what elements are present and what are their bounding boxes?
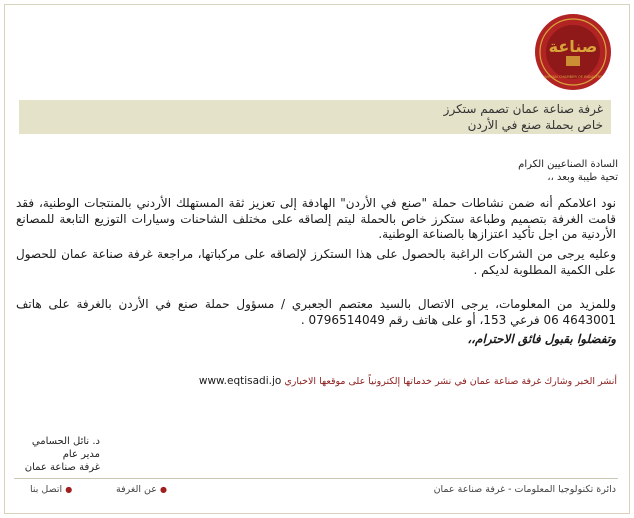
body-paragraph-2: وعليه يرجى من الشركات الراغبة بالحصول على هذا الستكرز لإلصاقه على مركباتها، مراجعة غرفة صناعة عمان للحصول على الكمية المطلوبة لديكم . [16,247,616,277]
bullet-icon: ● [65,485,73,494]
about-link-label[interactable]: عن الغرفة [116,484,157,495]
salutation-line: السادة الصناعيين الكرام [518,159,618,170]
headline-banner [19,100,611,134]
footer-department: دائرة تكنولوجيا المعلومات - غرفة صناعة عمان [433,484,616,495]
headline-title: غرفة صناعة عمان تصمم ستكرز [443,102,603,116]
headline-subtitle: خاص بحملة صنع في الأردن [467,118,603,132]
share-promo [199,375,617,387]
logo-text-ar: صناعة [548,37,598,56]
footer-about-link[interactable] [116,484,167,495]
contact-link-label[interactable]: اتصل بنا [30,484,63,495]
body-paragraph-3: وللمزيد من المعلومات، يرجى الاتصال بالسيد معتصم الجعبري / مسؤول حملة صنع في الأردن بالغرفة على هاتف 4643001 06 فرعي 153، أو على هاتف رقم 0796514049 . [16,297,616,327]
signature-org: غرفة صناعة عمان [24,462,100,473]
share-promo-text: أنشر الخبر وشارك غرفة صناعة عمان في نشر خدماتها إلكترونياً على موقعها الاخباري [284,376,617,387]
body-paragraph-1: نود اعلامكم أنه ضمن نشاطات حملة "صنع في الأردن" الهادفة إلى تعزيز ثقة المستهلك الأردني بالمنتجات الوطنية، فقد قامت الغرفة بتصميم وطباعة ستكرز خاص بالحملة ليتم إلصاقه على مختلف الشاحنات وسيارات التوزيع التابعة للمصانع الأردنية من اجل تأكيد اعتزازها بالصناعة الوطنية. [16,196,616,241]
site-link[interactable]: www.eqtisadi.jo [198,375,282,387]
greeting-line: تحية طيبة وبعد ،، [547,172,618,183]
closing-line: وتفضلوا بقبول فائق الاحترام،، [467,332,616,346]
logo-text-en: AMMAN CHAMBER OF INDUSTRY [543,75,603,79]
bullet-icon: ● [159,485,167,494]
signature-name: د. نائل الحسامي [31,436,100,447]
signature-title: مدير عام [62,449,100,460]
footer-contact-link[interactable] [30,484,72,495]
chamber-of-industry-logo-icon [533,12,613,92]
footer-divider [14,478,618,479]
